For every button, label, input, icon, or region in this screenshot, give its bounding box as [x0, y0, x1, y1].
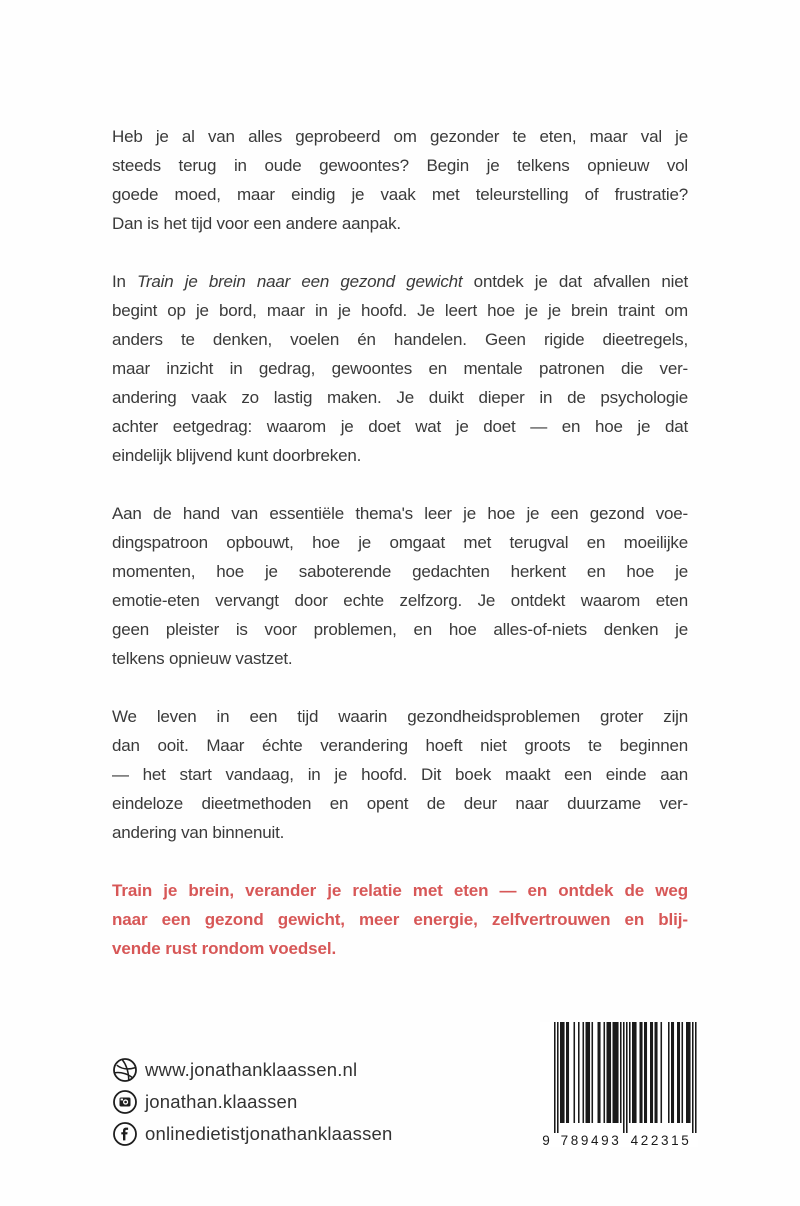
text-line: — het start vandaag, in je hoofd. Dit boek maakt een einde aan [112, 765, 688, 784]
social-links [112, 1057, 393, 1153]
text-line: telkens opnieuw vastzet. [112, 649, 293, 668]
text-line: Aan de hand van essentiële thema's leer je hoe je een gezond voe- [112, 504, 688, 523]
globe-icon [112, 1057, 138, 1083]
website-link-row [112, 1057, 393, 1083]
facebook-icon [112, 1121, 138, 1147]
tagline-paragraph [112, 876, 688, 963]
barcode-digit-first: 9 [542, 1133, 550, 1147]
barcode-bars [540, 1022, 698, 1147]
text-line: Train je brein, verander je relatie met eten — en ontdek de weg [112, 881, 688, 900]
barcode [540, 1022, 698, 1147]
text-line: naar een gezond gewicht, meer energie, zelfvertrouwen en blij- [112, 910, 688, 929]
instagram-handle: jonathan.klaassen [145, 1091, 298, 1112]
facebook-handle: onlinedietistjonathanklaassen [145, 1123, 393, 1144]
text-line: emotie-eten vervangt door echte zelfzorg. Je ontdekt waarom eten [112, 591, 688, 610]
instagram-link-row [112, 1089, 393, 1115]
blurb-paragraph-4 [112, 702, 688, 847]
text-line: achter eetgedrag: waarom je doet wat je doet — en hoe je dat [112, 417, 688, 436]
text-line: eindelijk blijvend kunt doorbreken. [112, 446, 362, 465]
blurb-paragraph-2 [112, 267, 688, 470]
text-line: In Train je brein naar een gezond gewicht ontdek je dat afvallen niet [112, 272, 688, 291]
text-line: anders te denken, voelen én handelen. Geen rigide dieetregels, [112, 330, 688, 349]
text-line: We leven in een tijd waarin gezondheidsproblemen groter zijn [112, 707, 688, 726]
blurb-paragraph-3 [112, 499, 688, 673]
text-line: Heb je al van alles geprobeerd om gezonder te eten, maar val je [112, 127, 688, 146]
blurb-paragraph-1 [112, 122, 688, 238]
text-line: maar inzicht in gedrag, gewoontes en mentale patronen die ver- [112, 359, 688, 378]
text-line: eindeloze dieetmethoden en opent de deur naar duurzame ver- [112, 794, 688, 813]
text-line: dan ooit. Maar échte verandering hoeft niet groots te beginnen [112, 736, 688, 755]
text-line: andering vaak zo lastig maken. Je duikt dieper in de psychologie [112, 388, 688, 407]
facebook-link-row [112, 1121, 393, 1147]
blurb-text [112, 122, 688, 992]
text-line: goede moed, maar eindig je vaak met teleurstelling of frustratie? [112, 185, 688, 204]
barcode-digits-right: 422315 [630, 1133, 692, 1147]
instagram-icon [112, 1089, 138, 1115]
website-url: www.jonathanklaassen.nl [145, 1059, 358, 1080]
text-line: steeds terug in oude gewoontes? Begin je telkens opnieuw vol [112, 156, 688, 175]
text-line: Dan is het tijd voor een andere aanpak. [112, 214, 401, 233]
text-line: dingspatroon opbouwt, hoe je omgaat met terugval en moeilijke [112, 533, 688, 552]
text-line: andering van binnenuit. [112, 823, 285, 842]
text-line: momenten, hoe je saboterende gedachten herkent en hoe je [112, 562, 688, 581]
footer [112, 967, 695, 1206]
text-line: vende rust rondom voedsel. [112, 939, 337, 958]
text-line: geen pleister is voor problemen, en hoe alles-of-niets denken je [112, 620, 688, 639]
text-line: begint op je bord, maar in je hoofd. Je leert hoe je je brein traint om [112, 301, 688, 320]
barcode-digits-left: 789493 [560, 1133, 622, 1147]
